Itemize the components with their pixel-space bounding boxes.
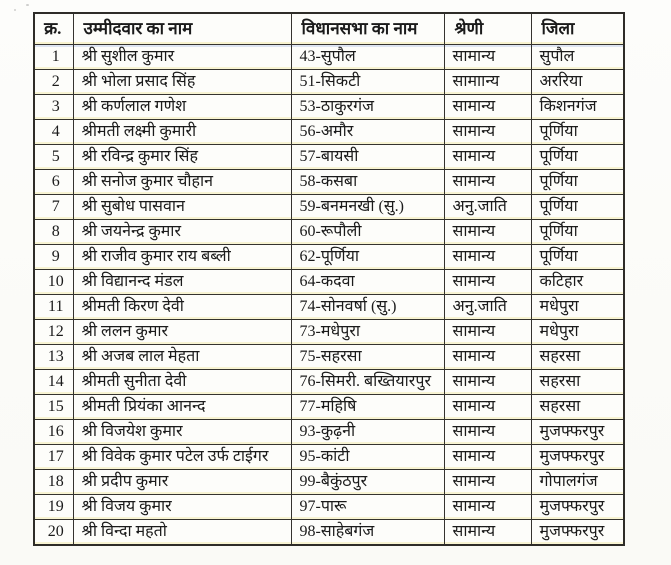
- cell-assembly-name: 51-सिकटी: [291, 70, 444, 95]
- cell-category: सामान्य: [444, 445, 531, 470]
- table-row: [34, 320, 624, 345]
- cell-assembly-name: 75-सहरसा: [291, 345, 444, 370]
- cell-candidate-name: श्रीमती लक्ष्मी कुमारी: [73, 120, 291, 145]
- cell-assembly-name: 53-ठाकुरगंज: [291, 95, 444, 120]
- cell-serial: 14: [34, 370, 73, 395]
- table-row: [34, 495, 624, 520]
- table-row: [34, 245, 624, 270]
- cell-candidate-name: श्री विद्यानन्द मंडल: [73, 270, 291, 295]
- cell-category: सामान्य: [444, 520, 531, 545]
- cell-district: कटिहार: [531, 270, 624, 295]
- table-row: [34, 120, 624, 145]
- cell-category: सामान्य: [444, 145, 531, 170]
- cell-serial: 16: [34, 420, 73, 445]
- cell-district: सहरसा: [531, 345, 624, 370]
- cell-assembly-name: 62-पूर्णिया: [291, 245, 444, 270]
- cell-district: मुजफ्फरपुर: [531, 445, 624, 470]
- cell-district: सुपौल: [531, 45, 624, 70]
- cell-category: सामान्य: [444, 495, 531, 520]
- cell-category: सामान्य: [444, 245, 531, 270]
- table-header: [34, 13, 624, 45]
- cell-category: सामान्य: [444, 420, 531, 445]
- cell-district: मधेपुरा: [531, 320, 624, 345]
- cell-assembly-name: 76-सिमरी. बख्तियारपुर: [291, 370, 444, 395]
- cell-category: सामाान्य: [444, 70, 531, 95]
- header-assembly-name: विधानसभा का नाम: [291, 13, 444, 45]
- cell-district: पूर्णिया: [531, 220, 624, 245]
- cell-category: सामान्य: [444, 470, 531, 495]
- cell-assembly-name: 73-मधेपुरा: [291, 320, 444, 345]
- table-row: [34, 95, 624, 120]
- cell-serial: 13: [34, 345, 73, 370]
- cell-assembly-name: 95-कांटी: [291, 445, 444, 470]
- cell-serial: 3: [34, 95, 73, 120]
- table-row: [34, 470, 624, 495]
- table-body: [34, 45, 624, 545]
- cell-district: अररिया: [531, 70, 624, 95]
- cell-candidate-name: श्री अजब लाल मेहता: [73, 345, 291, 370]
- cell-district: पूर्णिया: [531, 120, 624, 145]
- cell-category: सामान्य: [444, 320, 531, 345]
- cell-assembly-name: 64-कदवा: [291, 270, 444, 295]
- header-district: जिला: [531, 13, 624, 45]
- cell-candidate-name: श्री रविन्द्र कुमार सिंह: [73, 145, 291, 170]
- table-row: [34, 220, 624, 245]
- cell-assembly-name: 60-रूपौली: [291, 220, 444, 245]
- table-row: [34, 170, 624, 195]
- cell-candidate-name: श्रीमती सुनीता देवी: [73, 370, 291, 395]
- cell-candidate-name: श्रीमती किरण देवी: [73, 295, 291, 320]
- cell-serial: 9: [34, 245, 73, 270]
- header-candidate-name: उम्मीदवार का नाम: [73, 13, 291, 45]
- cell-candidate-name: श्री विजयेश कुमार: [73, 420, 291, 445]
- cell-serial: 8: [34, 220, 73, 245]
- candidate-list-table: [33, 12, 625, 546]
- cell-candidate-name: श्री ललन कुमार: [73, 320, 291, 345]
- cell-candidate-name: श्री कर्णलाल गणेश: [73, 95, 291, 120]
- cell-category: सामान्य: [444, 345, 531, 370]
- cell-assembly-name: 99-बैकुंठपुर: [291, 470, 444, 495]
- cell-serial: 18: [34, 470, 73, 495]
- table-row: [34, 145, 624, 170]
- cell-district: सहरसा: [531, 370, 624, 395]
- table-row: [34, 420, 624, 445]
- cell-candidate-name: श्री भोला प्रसाद सिंह: [73, 70, 291, 95]
- cell-assembly-name: 97-पारू: [291, 495, 444, 520]
- cell-district: मुजफ्फरपुर: [531, 520, 624, 545]
- cell-category: सामान्य: [444, 220, 531, 245]
- table-row: [34, 520, 624, 545]
- cell-serial: 17: [34, 445, 73, 470]
- cell-category: सामान्य: [444, 95, 531, 120]
- cell-assembly-name: 56-अमौर: [291, 120, 444, 145]
- cell-category: सामान्य: [444, 395, 531, 420]
- cell-assembly-name: 98-साहेबगंज: [291, 520, 444, 545]
- cell-serial: 10: [34, 270, 73, 295]
- cell-district: मधेपुरा: [531, 295, 624, 320]
- cell-serial: 1: [34, 45, 73, 70]
- cell-category: सामान्य: [444, 270, 531, 295]
- cell-candidate-name: श्री विजय कुमार: [73, 495, 291, 520]
- cell-candidate-name: श्री सुबोध पासवान: [73, 195, 291, 220]
- cell-assembly-name: 77-महिषि: [291, 395, 444, 420]
- cell-district: मुजफ्फरपुर: [531, 420, 624, 445]
- cell-assembly-name: 59-बनमनखी (सु.): [291, 195, 444, 220]
- table-row: [34, 195, 624, 220]
- table-row: [34, 295, 624, 320]
- cell-assembly-name: 43-सुपौल: [291, 45, 444, 70]
- table-row: [34, 370, 624, 395]
- cell-candidate-name: श्री राजीव कुमार राय बब्ली: [73, 245, 291, 270]
- cell-serial: 19: [34, 495, 73, 520]
- scan-speckle: [14, 9, 16, 11]
- cell-district: किशनगंज: [531, 95, 624, 120]
- cell-category: अनु.जाति: [444, 295, 531, 320]
- cell-district: गोपालगंज: [531, 470, 624, 495]
- cell-category: सामान्य: [444, 45, 531, 70]
- cell-assembly-name: 74-सोनवर्षा (सु.): [291, 295, 444, 320]
- cell-assembly-name: 93-कुढ़नी: [291, 420, 444, 445]
- scan-speckle: [26, 4, 29, 6]
- cell-candidate-name: श्री विन्दा महतो: [73, 520, 291, 545]
- cell-serial: 20: [34, 520, 73, 545]
- cell-candidate-name: श्री जयनेन्द्र कुमार: [73, 220, 291, 245]
- table-row: [34, 45, 624, 70]
- cell-district: पूर्णिया: [531, 245, 624, 270]
- cell-district: पूर्णिया: [531, 145, 624, 170]
- cell-category: सामान्य: [444, 370, 531, 395]
- header-category: श्रेणी: [444, 13, 531, 45]
- cell-serial: 11: [34, 295, 73, 320]
- header-row: [34, 13, 624, 45]
- table-row: [34, 395, 624, 420]
- cell-district: पूर्णिया: [531, 195, 624, 220]
- table-row: [34, 70, 624, 95]
- table-row: [34, 345, 624, 370]
- cell-category: सामान्य: [444, 170, 531, 195]
- cell-serial: 12: [34, 320, 73, 345]
- cell-candidate-name: श्री सुशील कुमार: [73, 45, 291, 70]
- cell-serial: 7: [34, 195, 73, 220]
- cell-assembly-name: 57-बायसी: [291, 145, 444, 170]
- cell-district: सहरसा: [531, 395, 624, 420]
- cell-category: अनु.जाति: [444, 195, 531, 220]
- cell-serial: 15: [34, 395, 73, 420]
- cell-serial: 5: [34, 145, 73, 170]
- table-row: [34, 270, 624, 295]
- cell-serial: 2: [34, 70, 73, 95]
- cell-assembly-name: 58-कसबा: [291, 170, 444, 195]
- cell-serial: 6: [34, 170, 73, 195]
- cell-candidate-name: श्री सनोज कुमार चौहान: [73, 170, 291, 195]
- cell-serial: 4: [34, 120, 73, 145]
- table-row: [34, 445, 624, 470]
- cell-district: पूर्णिया: [531, 170, 624, 195]
- cell-candidate-name: श्री विवेक कुमार पटेल उर्फ टाईगर: [73, 445, 291, 470]
- header-serial: क्र.: [34, 13, 73, 45]
- cell-candidate-name: श्री प्रदीप कुमार: [73, 470, 291, 495]
- cell-category: सामान्य: [444, 120, 531, 145]
- cell-district: मुजफ्फरपुर: [531, 495, 624, 520]
- cell-candidate-name: श्रीमती प्रियंका आनन्द: [73, 395, 291, 420]
